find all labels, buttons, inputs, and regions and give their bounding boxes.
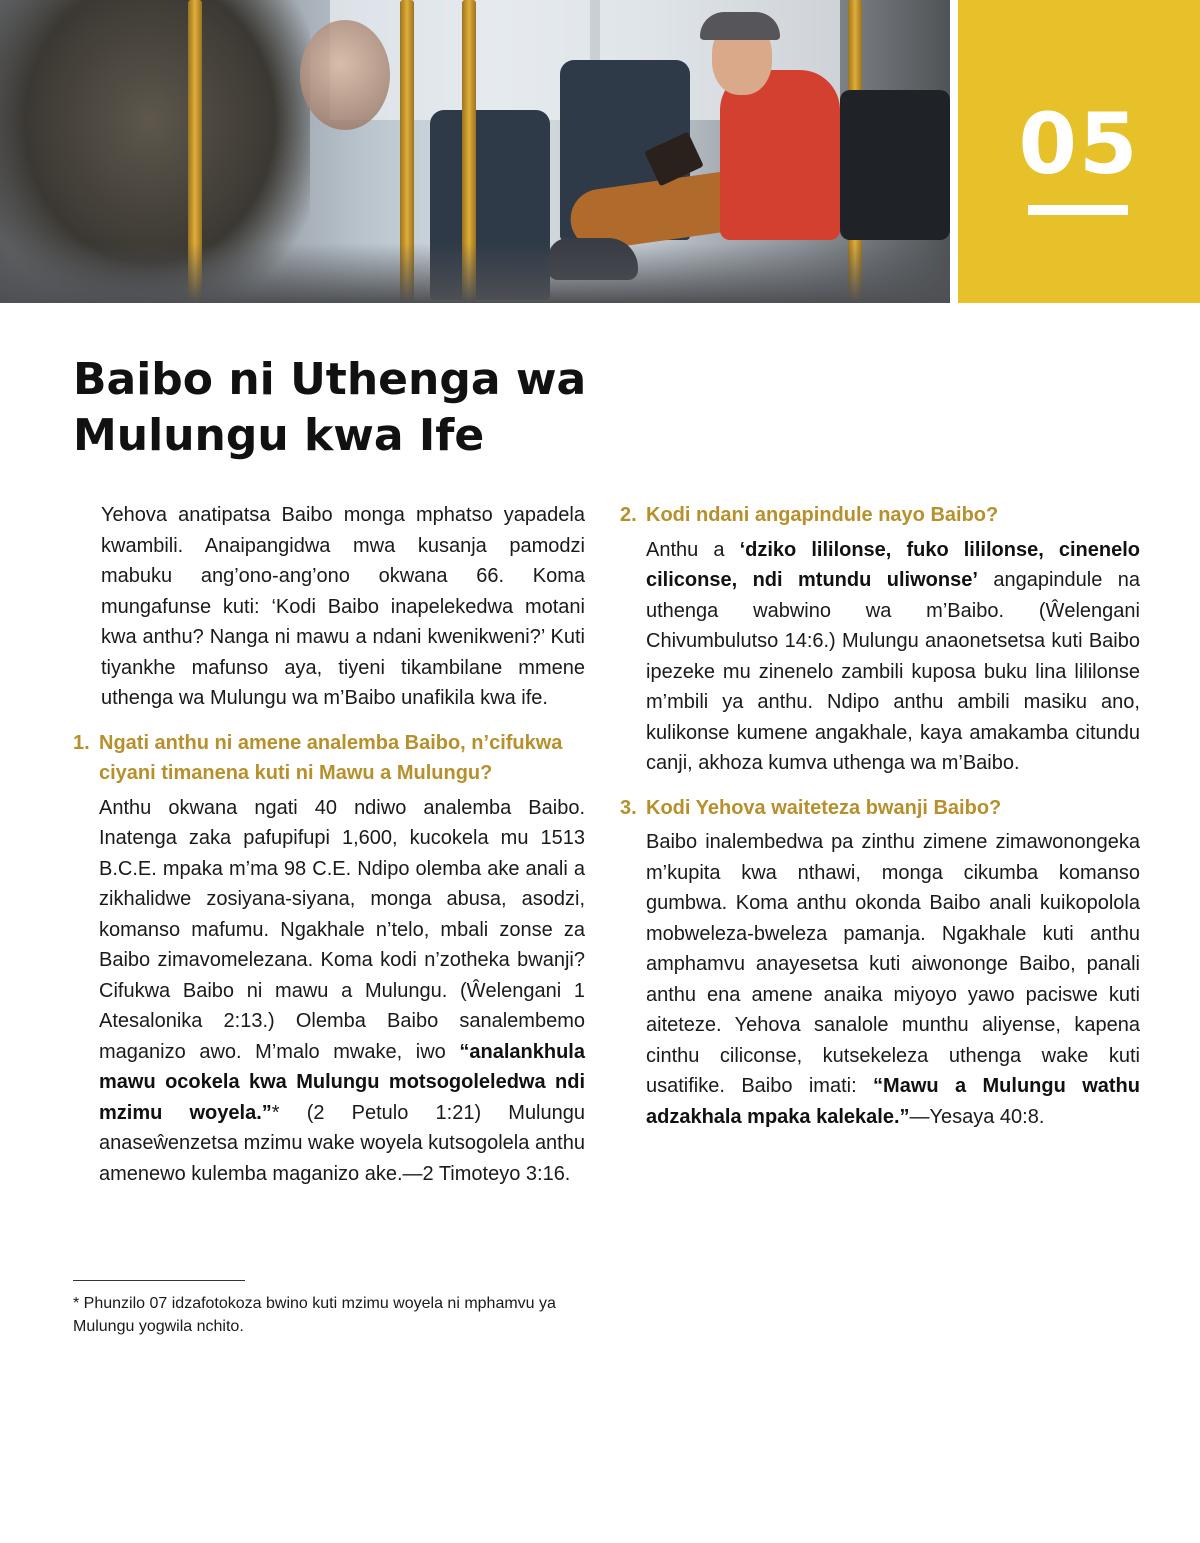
- question-3-heading: [620, 793, 1140, 824]
- question-2-text: Kodi ndani angapindule nayo Baibo?: [646, 504, 999, 526]
- left-column: [73, 500, 585, 1203]
- answer-1: [73, 793, 585, 1190]
- answer-3: [620, 827, 1140, 1132]
- lesson-badge-rule: [1028, 205, 1128, 215]
- reader-cap: [700, 12, 780, 40]
- footnote-divider: [73, 1280, 245, 1281]
- answer-2-quote: ‘dziko lililonse, fuko lililonse, cinenelo ciliconse, ndi mtundu uliwonse’: [646, 538, 1140, 591]
- question-1-heading: [73, 728, 585, 789]
- bag: [840, 90, 950, 240]
- question-1-number: 1.: [73, 731, 90, 754]
- question-3-text: Kodi Yehova waiteteza bwanji Baibo?: [646, 796, 1002, 819]
- page-title: Baibo ni Uthenga wa Mulungu kwa Ife: [73, 354, 587, 461]
- answer-2-text-a: Anthu a: [646, 538, 740, 561]
- answer-3-text-b: —Yesaya 40:8.: [909, 1105, 1045, 1128]
- answer-3-text-a: Baibo inalembedwa pa zinthu zimene zimawonongeka m’kupita kwa nthawi, monga cikumba komanso gumbwa. Koma anthu okonda Baibo anali kuikopolola mobweleza-bweleza pamanja. Ngakhale kuti anthu amphamvu anayesetsa kuti aiwononge Baibo, panali anthu ena amene anaika miyoyo yawo paciswe kuti aiteteze. Yehova sanalole munthu aliyense, kapena cinthu ciliconse, kutsekeleza uthenga wake kuti usatifike. Baibo imati:: [646, 831, 1140, 1097]
- answer-2-text-b: angapindule na uthenga wabwino wa m’Baibo. (Ŵelengani Chivumbulutso 14:6.) Mulungu anaonetsetsa kuti Baibo ipezeke mu zinenelo zambili kuposa buku lina lililonse m’mbili ya anthu. Ndipo anthu ambili masiku ano, kulikonse kumene angakhale, kaya amakamba citundu canji, akhoza kumva uthenga wa m’Baibo.: [646, 569, 1141, 774]
- reader-jacket: [720, 70, 840, 240]
- intro-paragraph: Yehova anatipatsa Baibo monga mphatso yapadela kwambili. Anaipangidwa mwa kusanja pamodzi mabuku ang’ono-ang’ono okwana 66. Koma mungafunse kuti: ‘Kodi Baibo inapelekedwa motani kwa anthu? Nanga ni mawu a ndani kwenikweni?’ Kuti tiyankhe mafunso aya, tiyeni tikambilane mmene uthenga wa Mulungu wa m’Baibo unafikila kwa ife.: [101, 504, 585, 709]
- footnote: * Phunzilo 07 idzafotokoza bwino kuti mzimu woyela ni mphamvu ya Mulungu yogwila nchito.: [73, 1295, 556, 1335]
- question-1-text: Ngati anthu ni amene analemba Baibo, n’cifukwa ciyani timanena kuti ni Mawu a Mulungu?: [99, 731, 563, 784]
- question-2-number: 2.: [620, 504, 637, 526]
- passenger-head: [300, 20, 390, 130]
- answer-1-text-b: * (2 Petulo 1:21) Mulungu anaseŵenzetsa mzimu wake woyela kutsogolela anthu amenewo kulemba maganizo ake.—2 Timoteyo 3:16.: [99, 1101, 585, 1185]
- question-3-number: 3.: [620, 796, 637, 819]
- answer-2: [620, 535, 1140, 779]
- hero-photo: [0, 0, 950, 303]
- lesson-number: 05: [1018, 95, 1140, 193]
- lesson-badge: [958, 0, 1200, 303]
- answer-1-quote: “analankhula mawu ocokela kwa Mulungu motsogoleledwa ndi mzimu woyela.”: [99, 1040, 585, 1124]
- question-2-heading: [620, 500, 1140, 531]
- bus-floor: [0, 243, 950, 303]
- answer-3-quote: “Mawu a Mulungu wathu adzakhala mpaka kalekale.”: [646, 1075, 1140, 1128]
- right-column: [620, 500, 1140, 1146]
- answer-1-text-a: Anthu okwana ngati 40 ndiwo analemba Baibo. Inatenga zaka pafupifupi 1,600, kucokela mu 1513 B.C.E. mpaka m’ma 98 C.E. Ndipo olemba ake anali a zikhalidwe zosiyana-siyana, monga abusa, asodzi, komanso mafumu. Ngakhale n’telo, mbali zonse za Baibo zimavomelezana. Koma kodi n’zotheka bwanji? Cifukwa Baibo ni mawu a Mulungu. (Ŵelengani 1 Atesalonika 2:13.) Olemba Baibo sanalembemo maganizo awo. M’malo mwake, iwo: [99, 796, 585, 1063]
